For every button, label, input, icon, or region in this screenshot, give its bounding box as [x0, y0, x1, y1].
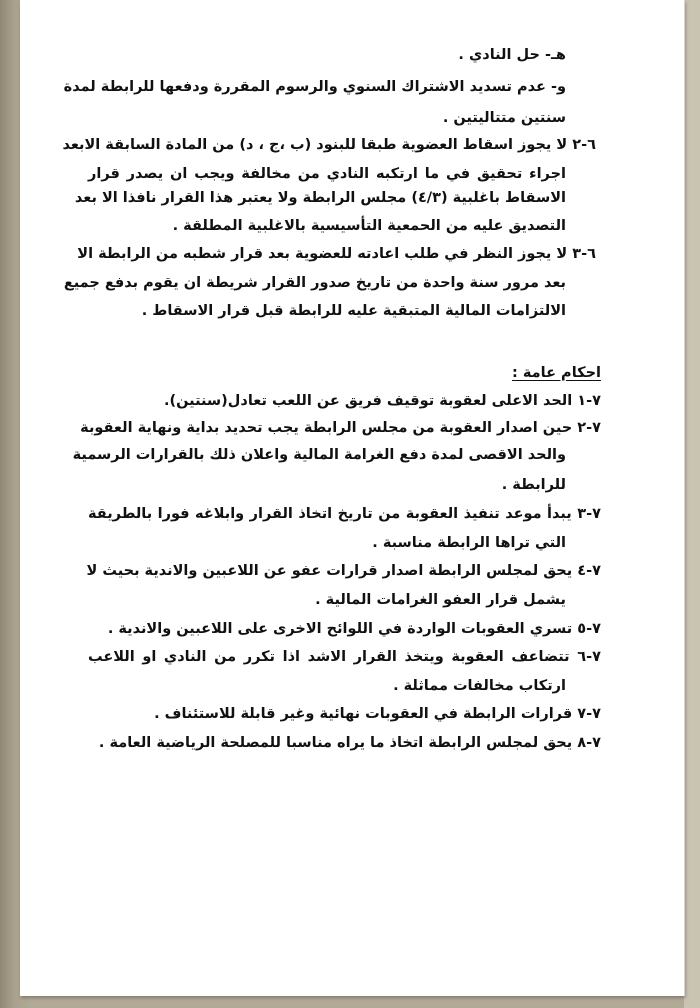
text-line: يشمل قرار العفو الغرامات المالية . [315, 592, 566, 608]
text-line: الاسقاط باغلبية (٤/٣) مجلس الرابطة ولا يعتبر هذا القرار نافذا الا بعد [74, 190, 566, 206]
text-line: ٧-٧ قرارات الرابطة في العقوبات نهائية وغير قابلة للاستئناف . [154, 706, 601, 722]
document-text [20, 0, 684, 996]
text-line: ٦-٢ لا يجوز اسقاط العضوية طبقا للبنود (ب ،ج ، د) من المادة السابقة الابعد [62, 137, 596, 153]
scan-edge [684, 0, 700, 1008]
text-line: ٦-٣ لا يجوز النظر في طلب اعادته للعضوية بعد قرار شطبه من الرابطة الا [77, 246, 596, 262]
text-line: ٧-٤ يحق لمجلس الرابطة اصدار قرارات عفو عن اللاعبين والاندية بحيث لا [86, 563, 601, 579]
text-line: ٧-٢ حين اصدار العقوبة من مجلس الرابطة يجب تحديد بداية ونهاية العقوبة [80, 420, 601, 436]
text-line: اجراء تحقيق في ما ارتكبه النادي من مخالفة ويجب ان يصدر قرار [88, 166, 566, 182]
text-line: والحد الاقصى لمدة دفع الغرامة المالية واعلان ذلك بالقرارات الرسمية [72, 447, 566, 463]
text-line: هـ- حل النادي . [458, 47, 566, 63]
text-line: الالتزامات المالية المتبقية عليه للرابطة قبل قرار الاسقاط . [141, 303, 566, 319]
text-line: التصديق عليه من الحمعية التأسيسية بالاغلبية المطلقة . [172, 218, 566, 234]
text-line: ٧-٨ يحق لمجلس الرابطة اتخاذ ما يراه مناسبا للمصلحة الرياضية العامة . [98, 735, 601, 751]
text-line: ٧-٥ تسري العقوبات الواردة في اللوائح الاخرى على اللاعبين والاندية . [107, 621, 601, 637]
text-line: سنتين متتاليتين . [442, 110, 566, 126]
text-line: للرابطة . [501, 477, 566, 493]
text-line: ٧-٦ تتضاعف العقوبة ويتخذ القرار الاشد اذا تكرر من النادي او اللاعب [88, 649, 601, 665]
text-line: ٧-١ الحد الاعلى لعقوبة توقيف فريق عن اللعب تعادل(سنتين). [163, 393, 601, 409]
text-line: بعد مرور سنة واحدة من تاريخ صدور القرار شريطة ان يقوم بدفع جميع [63, 275, 566, 291]
text-line: ارتكاب مخالفات مماثلة . [393, 678, 566, 694]
text-line: و- عدم تسديد الاشتراك السنوي والرسوم المقررة ودفعها للرابطة لمدة [63, 79, 566, 95]
text-line: ٧-٣ يبدأ موعد تنفيذ العقوبة من تاريخ اتخاذ القرار وابلاغه فورا بالطريقة [88, 506, 601, 522]
text-line: التي تراها الرابطة مناسبة . [372, 535, 566, 551]
section-heading: احكام عامة : [512, 365, 601, 381]
